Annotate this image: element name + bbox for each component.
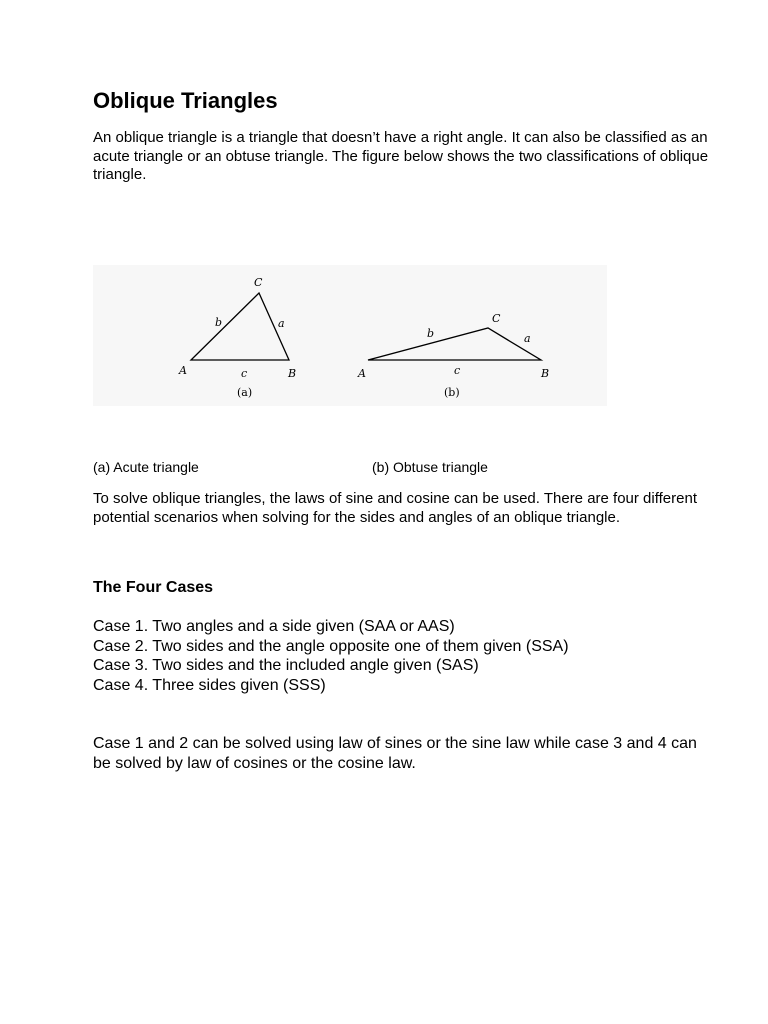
triangle-b-vertex-b: B: [541, 367, 550, 380]
laws-paragraph: To solve oblique triangles, the laws of sine and cosine can be used. There are four different potential scenarios when solving for the sides and angles of an oblique triangle.: [93, 490, 697, 526]
cases-heading: The Four Cases: [93, 579, 214, 596]
triangle-a-side-c: c: [241, 367, 248, 380]
triangle-a-sublabel: (a): [237, 386, 253, 399]
case-item-2: Case 2. Two sides and the angle opposite one of them given (SSA): [93, 637, 569, 655]
case-item-4: Case 4. Three sides given (SSS): [93, 677, 326, 695]
triangle-b-side-b: b: [427, 327, 435, 340]
triangle-b-side-c: c: [454, 364, 461, 377]
triangle-figure-svg: [93, 265, 607, 406]
case-item-3: Case 3. Two sides and the included angle given (SAS): [93, 657, 479, 675]
triangle-a-vertex-a: A: [179, 364, 187, 377]
cases-list: [93, 617, 569, 696]
triangle-a-side-b: b: [215, 316, 223, 329]
triangle-a-vertex-b: B: [288, 367, 297, 380]
obtuse-triangle-shape: [368, 328, 541, 360]
triangle-figure: [93, 265, 607, 406]
triangle-a-vertex-c: C: [254, 276, 263, 289]
triangle-b-sublabel: (b): [444, 386, 460, 399]
triangle-b-vertex-c: C: [492, 312, 501, 325]
conclusion-paragraph: Case 1 and 2 can be solved using law of sines or the sine law while case 3 and 4 can be solved by law of cosines or the cosine law.: [93, 735, 697, 772]
caption-acute: (a) Acute triangle: [93, 459, 199, 475]
acute-triangle-shape: [191, 293, 289, 360]
page-title: Oblique Triangles: [93, 88, 278, 113]
case-item-1: Case 1. Two angles and a side given (SAA or AAS): [93, 618, 455, 635]
triangle-b-side-a: a: [524, 332, 531, 345]
triangle-a-side-a: a: [278, 317, 285, 330]
triangle-b-vertex-a: A: [358, 367, 366, 380]
caption-obtuse: (b) Obtuse triangle: [372, 459, 488, 475]
intro-paragraph: An oblique triangle is a triangle that doesn’t have a right angle. It can also be classified as an acute triangle or an obtuse triangle. The figure below shows the two classifications of oblique triangle.: [93, 129, 709, 183]
